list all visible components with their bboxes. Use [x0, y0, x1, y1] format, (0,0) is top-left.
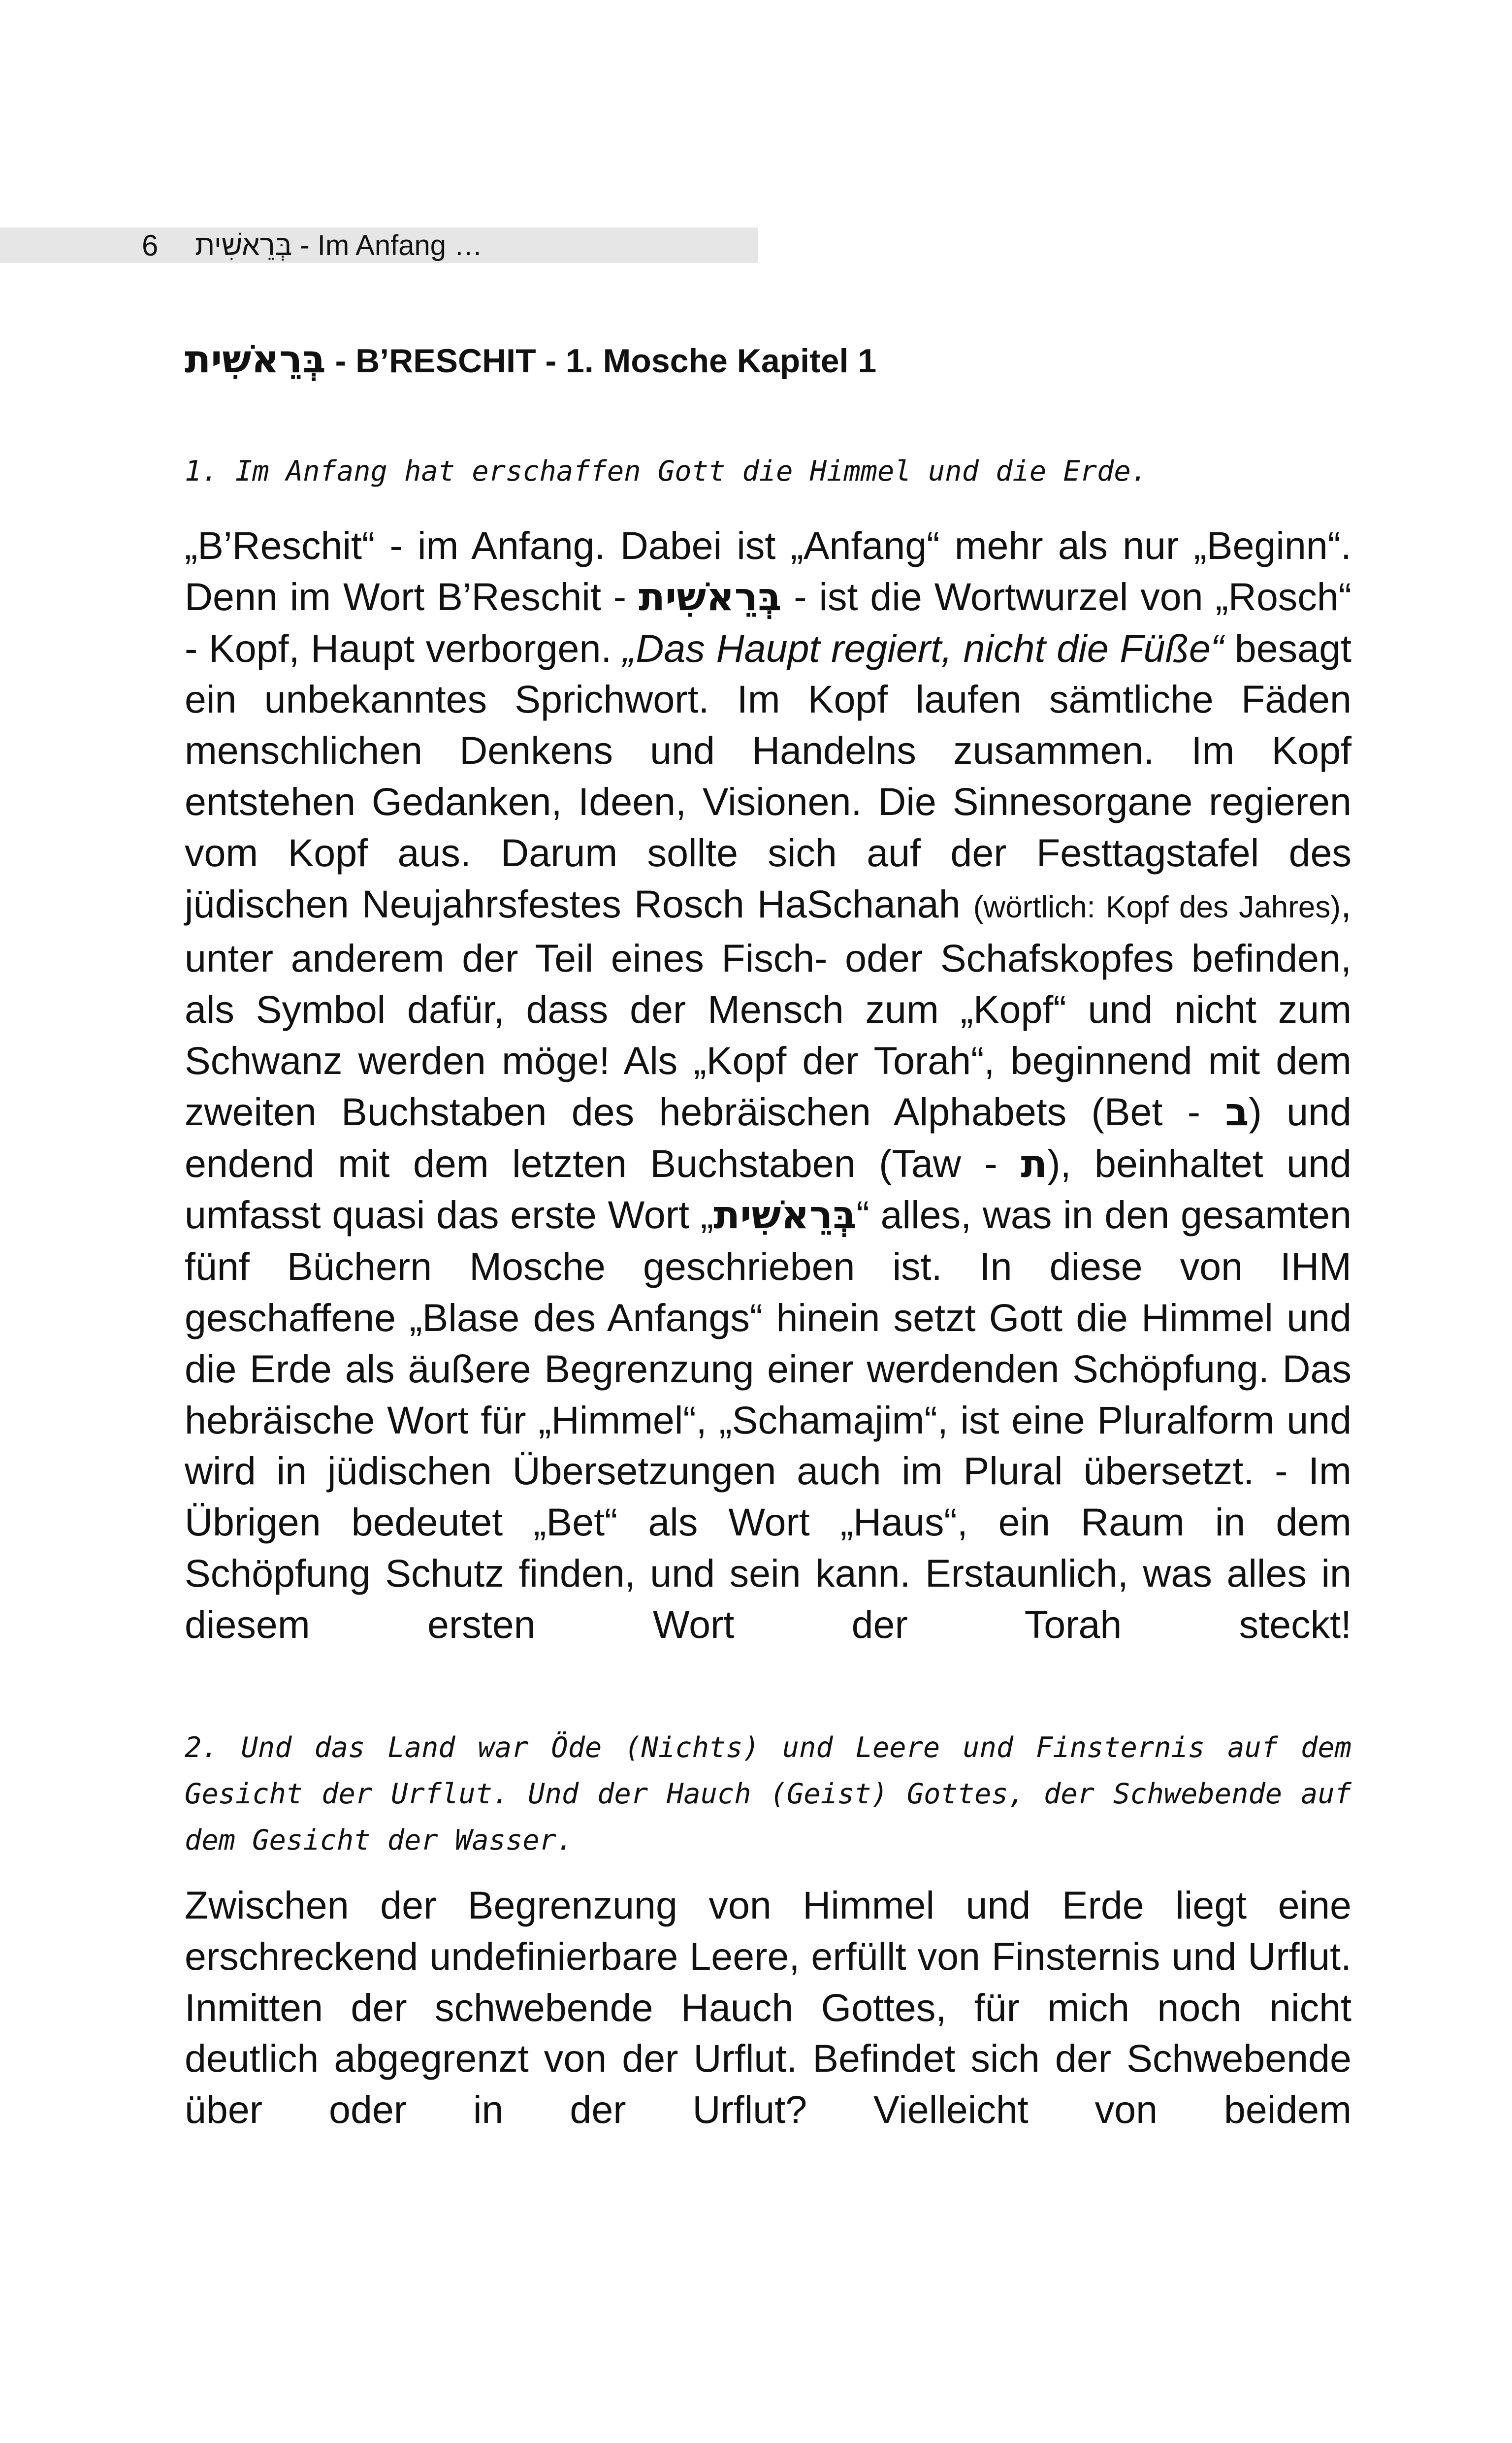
proverb-quote: „Das Haupt regiert, nicht die Füße“ [623, 626, 1224, 670]
hebrew-letter-bet: ב [1225, 1089, 1249, 1135]
hebrew-letter-taw: ת [1021, 1140, 1048, 1186]
page-number: 6 [142, 229, 159, 262]
commentary-text: , unter anderem der Teil eines Fisch- oder Schafskopfes befinden, als Symbol dafür, dass der Mensch zum „Kopf“ und nicht zum Schwanz werden möge! Als „Kopf der Torah“, beginnend mit dem zweiten Buchstaben des hebräischen Alphabets (Bet - [185, 881, 1351, 1134]
parenthetical-note: (wörtlich: Kopf des Jahres) [973, 890, 1341, 924]
commentary-verse-1 [185, 520, 1351, 1650]
chapter-heading-text: - B’RESCHIT - 1. Mosche Kapitel 1 [325, 342, 877, 380]
hebrew-word: בְּרֵאשִׁית [639, 574, 782, 619]
commentary-text: - ist die Wortwurzel von „Rosch“ - Kopf, Haupt verborgen. [185, 574, 1352, 670]
commentary-verse-2: Zwischen der Begrenzung von Himmel und Erde liegt eine erschreckend undefinierbare Leere, erfüllt von Finsternis und Urflut. Inmitten der schwebende Hauch Gottes, für mich noch nicht deutlich abgegrenzt von der Urflut. Befindet sich der Schwebende über oder in der Urflut? Vielleicht von beidem [185, 1883, 1351, 2132]
commentary-text: ), beinhaltet und umfasst quasi das erste Wort „ [185, 1141, 1351, 1237]
commentary-text: „B’Reschit“ - im Anfang. Dabei ist „Anfang“ mehr als nur „Beginn“. Denn im Wort B’Reschit - [185, 523, 1351, 619]
commentary-text: “ alles, was in den gesamten fünf Büchern Mosche geschrieben ist. In diese von IHM geschaffene „Blase des Anfangs“ hinein setzt Gott die Himmel und die Erde als äußere Begrenzung einer werdenden Schöpfung. Das hebräische Wort für „Himmel“, „Schamajim“, ist eine Pluralform und wird in jüdischen Übersetzungen auch im Plural übersetzt. - Im Übrigen bedeutet „Bet“ als Wort „Haus“, ein Raum in dem Schöpfung Schutz finden, und sein kann. Erstaunlich, was alles in diesem ersten Wort der Torah steckt! [185, 1193, 1351, 1646]
verse-1: 1. Im Anfang hat erschaffen Gott die Himmel und die Erde. [185, 455, 1148, 488]
chapter-heading-hebrew: בְּרֵאשִׁית [185, 337, 326, 382]
running-title: בְּרֵאשִׁית - Im Anfang … [195, 229, 483, 261]
verse-2: 2. Und das Land war Öde (Nichts) und Leere und Finsternis auf dem Gesicht der Urflut. Und der Hauch (Geist) Gottes, der Schwebende auf dem Gesicht der Wasser. [185, 1731, 1351, 1857]
chapter-heading [185, 339, 876, 382]
commentary-text: besagt ein unbekanntes Sprichwort. Im Kopf laufen sämtliche Fäden menschlichen Denkens und Handelns zusammen. Im Kopf entstehen Gedanken, Ideen, Visionen. Die Sinnesorgane regieren vom Kopf aus. Darum sollte sich auf der Festtagstafel des jüdischen Neujahrsfestes Rosch HaSchanah [185, 626, 1351, 926]
hebrew-word: בְּרֵאשִׁית [713, 1192, 857, 1238]
commentary-text: ) und endend mit dem letzten Buchstaben (Taw - [185, 1089, 1351, 1185]
